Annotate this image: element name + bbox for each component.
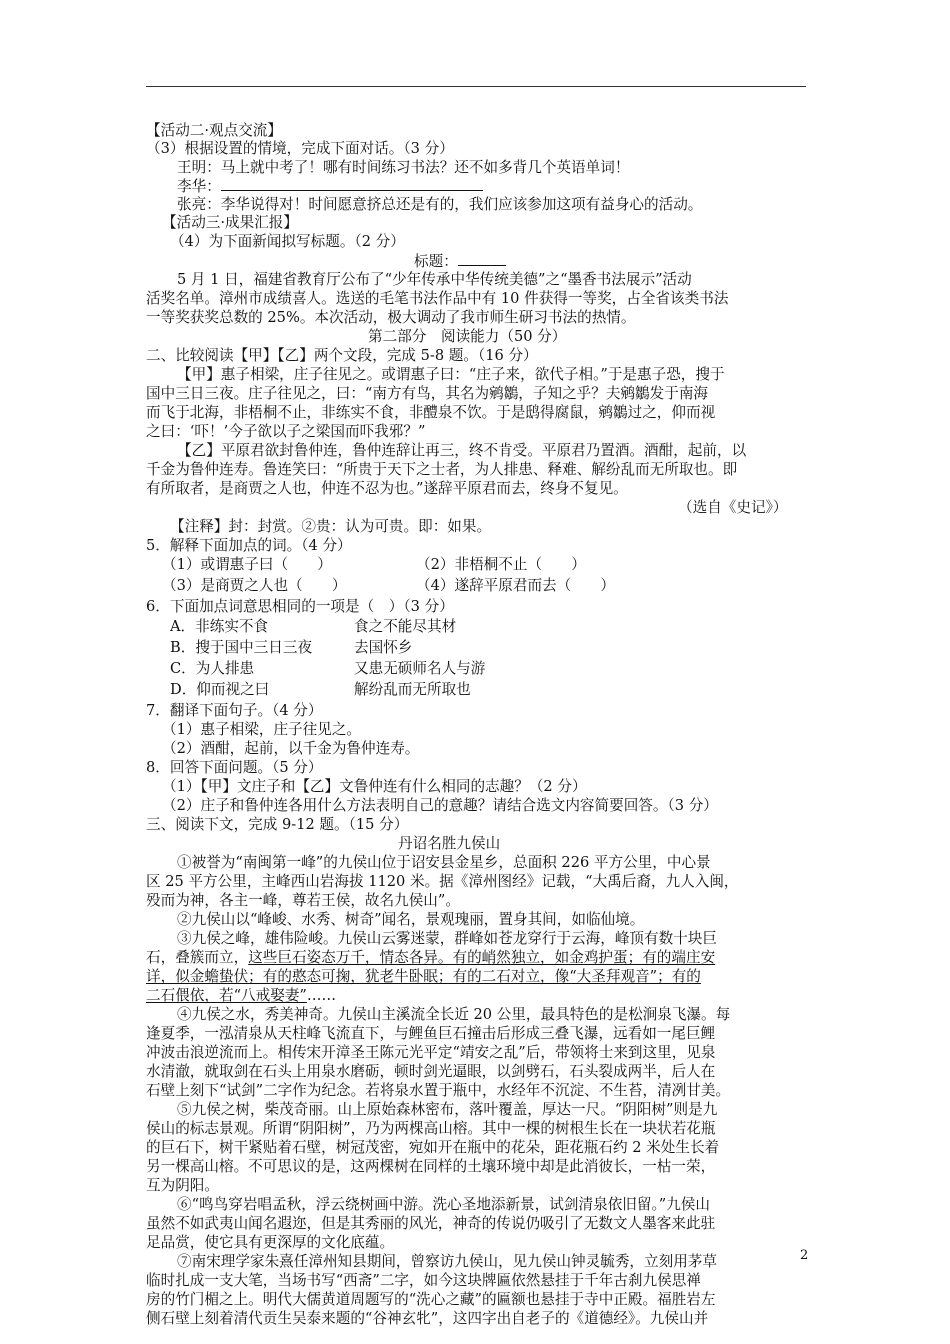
passage-yi-line-3: 有所取者，是商贾之人也，仲连不忍为也。”遂辞平原君而去，终身不复见。 [146, 480, 628, 497]
article-p5-line-2: 侯山的标志景观。所谓“阴阳树”，乃为两棵高山榕。其中一棵的树根生长在一块状若花瓶 [146, 1120, 716, 1137]
q5-item-3: （3）是商贾之人也（ ） [162, 577, 347, 594]
dialogue-wangming: 王明：马上就中考了！哪有时间练习书法？还不如多背几个英语单词！ [177, 159, 630, 176]
underlined-sentence-end: 二石偎依，若“八戒娶妻” [146, 987, 307, 1004]
section-two-heading: 二、比较阅读【甲】【乙】两个文段，完成 5-8 题。（16 分） [146, 347, 538, 364]
article-p5-line-1: ⑤九侯之树，柴茂奇丽。山上原始森林密布，落叶覆盖，厚达一尺。“阴阳树”则是九 [177, 1101, 718, 1118]
article-p3-line-1: ③九侯之峰，雄伟险峻。九侯山云雾迷蒙，群峰如苍龙穿行于云海，峰顶有数十块巨 [177, 930, 717, 947]
article-p7-line-3: 房的竹门楣之上。明代大儒黄道周题写的“洗心之藏”的匾额也悬挂于寺中正殿。福胜岩左 [146, 1291, 716, 1308]
question-4: （4）为下面新闻拟写标题。（2 分） [170, 233, 405, 250]
q7-item-2: （2）酒酣，起前，以千金为鲁仲连寿。 [162, 740, 420, 757]
article-p6-line-1: ⑥“鸣鸟穿岩唱孟秋，浮云绕树画中游。洗心圣地添新景，试剑清泉依旧留。”九侯山 [177, 1196, 710, 1213]
article-p6-line-3: 足品赏，使它具有更深厚的文化底蕴。 [146, 1234, 395, 1251]
dialogue-lihua: 李华： [177, 176, 483, 197]
article-p7-line-1: ⑦南宋理学家朱熹任漳州知县期间，曾察访九侯山，见九侯山钟灵毓秀，立刻用茅草 [177, 1253, 717, 1270]
q6-option-a-compare: 食之不能尽其材 [354, 618, 457, 635]
q6-option-a: A．非练实不食 [170, 618, 269, 635]
article-p4-line-4: 水清澈，就取剑在石头上用泉水磨砺，顿时剑光逼眼，以剑劈石，石头裂成两半，后人在 [146, 1063, 716, 1080]
news-line-3: 一等奖获奖总数的 25%。本次活动，极大调动了我市师生研习书法的热情。 [146, 309, 636, 326]
article-p7-line-4: 侧石壁上刻着清代贡生吴泰来题的“谷神玄牝”，这四字出自老子的《道德经》。九侯山并 [146, 1310, 709, 1327]
question-3: （3）根据设置的情境，完成下面对话。（3 分） [146, 140, 454, 157]
article-p5-line-4: 另一棵高山榕。不可思议的是，这两棵树在同样的土壤环境中却是此消彼长，一枯一荣， [146, 1158, 716, 1175]
article-p3-line-4: 二石偎依，若“八戒娶妻”…… [146, 987, 337, 1004]
headline-blank[interactable] [458, 251, 506, 266]
section-three-heading: 三、阅读下文，完成 9-12 题。（15 分） [146, 816, 409, 833]
q8-item-1: （1）【甲】文庄子和【乙】文鲁仲连有什么相同的志趣？（2 分） [162, 778, 587, 795]
header-rule [146, 86, 806, 87]
q5-item-4: （4）遂辞平原君而去（ ） [416, 577, 616, 594]
q6-option-b-compare: 去国怀乡 [354, 639, 413, 656]
page-number: 2 [800, 1248, 809, 1263]
source-note: （选自《史记》） [678, 499, 788, 516]
dialogue-zhangliang: 张亮：李华说得对！时间愿意挤总还是有的，我们应该参加这项有益身心的活动。 [177, 196, 703, 213]
q5-item-2: （2）非梧桐不止（ ） [416, 556, 586, 573]
question-6: 6．下面加点词意思相同的一项是（ ）（3 分） [146, 598, 454, 615]
q8-item-2: （2）庄子和鲁仲连各用什么方法表明自己的意趣？请结合选文内容简要回答。（3 分） [162, 797, 718, 814]
q7-item-1: （1）惠子相梁，庄子往见之。 [162, 721, 362, 738]
article-p4-line-3: 冲波击浪逆流而上。相传宋开漳圣王陈元光平定“靖安之乱”后，带领将士来到这里，见泉 [146, 1044, 716, 1061]
article-p5-line-3: 的巨石下，树干紧贴着石壁，树冠茂密，宛如开在瓶中的花朵，距花瓶石约 2 米处生长着 [146, 1139, 720, 1156]
article-p5-line-5: 互为阴阳。 [146, 1177, 219, 1194]
article-p6-line-2: 虽然不如武夷山闻名遐迩，但是其秀丽的风光，神奇的传说仍吸引了无数文人墨客来此驻 [146, 1215, 716, 1232]
annotation: 【注释】封：封赏。②贵：认为可贵。即：如果。 [170, 518, 492, 535]
q6-option-d: D．仰而视之曰 [170, 681, 270, 698]
passage-yi-line-2: 千金为鲁仲连寿。鲁连笑曰：“所贵于天下之士者，为人排患、释难、解纷乱而无所取也。即 [146, 461, 738, 478]
article-p1-line-2: 区 25 平方公里，主峰西山岩海拔 1120 米。据《漳州图经》记载，“大禹后裔，九人入闽， [146, 873, 739, 890]
article-p1-line-1: ①被誉为“南闽第一峰”的九侯山位于诏安县金星乡，总面积 226 平方公里，中心景 [177, 854, 711, 871]
underlined-sentence: 这些巨石姿态万千，情态各异。有的峭然独立，如金鸡护蛋；有的端庄安 [248, 949, 716, 966]
question-7: 7．翻译下面句子。（4 分） [146, 702, 323, 719]
article-title: 丹诏名胜九侯山 [398, 835, 501, 852]
headline-label: 标题： [414, 251, 506, 272]
article-p3-line-3: 详，似金蟾蛰伏；有的憨态可掬，犹老牛卧眠；有的二石对立，像“大圣拜观音”；有的 [146, 968, 701, 985]
q6-option-c: C．为人排患 [170, 660, 255, 677]
q6-option-d-compare: 解纷乱而无所取也 [354, 681, 471, 698]
q6-option-c-compare: 又患无硕师名人与游 [354, 660, 486, 677]
activity-two-heading: 【活动二·观点交流】 [146, 122, 282, 139]
passage-jia-line-2: 国中三日三夜。庄子往见之，曰：“南方有鸟，其名为鹓鶵，子知之乎？夫鹓鶵发于南海 [146, 385, 709, 402]
article-p4-line-1: ④九侯之水，秀美神奇。九侯山主溪流全长近 20 公里，最具特色的是松涧泉飞瀑。每 [177, 1006, 731, 1023]
article-p2: ②九侯山以“峰峻、水秀、树奇”闻名，景观瑰丽，置身其间，如临仙境。 [177, 911, 645, 928]
article-p4-line-5: 石壁上刻下“试剑”二字作为纪念。若将泉水置于瓶中，水经年不沉淀、不生苔，清冽甘美。 [146, 1082, 731, 1099]
passage-jia-line-3: 而飞于北海，非梧桐不止，非练实不食，非醴泉不饮。于是鸱得腐鼠，鹓鶵过之，仰而视 [146, 404, 716, 421]
article-p1-line-3: 殁而为神，各主一峰，尊若王侯，故名九侯山”。 [146, 892, 460, 909]
article-p7-line-2: 临时扎成一支大笔，当场书写“西斋”二字，如今这块牌匾依然悬挂于千年古刹九侯思禅 [146, 1272, 701, 1289]
part-two-heading: 第二部分 阅读能力（50 分） [368, 328, 567, 345]
activity-three-heading: 【活动三·成果汇报】 [162, 214, 298, 231]
answer-blank[interactable] [221, 176, 483, 191]
passage-yi-line-1: 【乙】平原君欲封鲁仲连，鲁仲连辞让再三，终不肯受。平原君乃置酒。酒酣，起前，以 [177, 442, 747, 459]
passage-jia-line-4: 之曰：‘吓！’今子欲以子之梁国而吓我邪？” [146, 423, 426, 440]
article-p3-line-2: 石，叠簇而立，这些巨石姿态万千，情态各异。有的峭然独立，如金鸡护蛋；有的端庄安 [146, 949, 716, 966]
question-5: 5．解释下面加点的词。（4 分） [146, 537, 352, 554]
news-line-2: 活奖名单。漳州市成绩喜人。选送的毛笔书法作品中有 10 件获得一等奖，占全省该类书法 [146, 290, 729, 307]
question-8: 8．回答下面问题。（5 分） [146, 759, 323, 776]
news-line-1: 5 月 1 日，福建省教育厅公布了“少年传承中华传统美德”之“墨香书法展示”活动 [177, 271, 692, 288]
q6-option-b: B．搜于国中三日三夜 [170, 639, 313, 656]
q5-item-1: （1）或谓惠子曰（ ） [162, 556, 332, 573]
passage-jia-line-1: 【甲】惠子相梁，庄子往见之。或谓惠子曰：“庄子来，欲代子相。”于是惠子恐，搜于 [177, 366, 725, 383]
article-p4-line-2: 逢夏季，一泓清泉从天柱峰飞流直下，与鲤鱼巨石撞击后形成三叠飞瀑，远看如一尾巨鲤 [146, 1025, 716, 1042]
